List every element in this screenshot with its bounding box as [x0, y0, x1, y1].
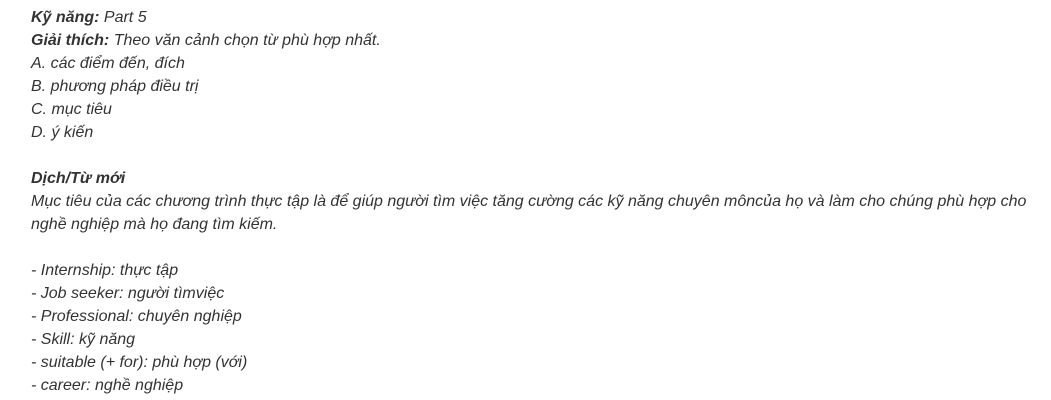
option-c: C. mục tiêu: [31, 101, 112, 118]
spacer: [31, 144, 1039, 167]
vocab-item: - Professional: chuyên nghiệp: [31, 308, 242, 325]
spacer: [31, 236, 1039, 259]
answer-explanation: [31, 6, 1039, 397]
option-d: D. ý kiến: [31, 124, 94, 141]
explanation-label: Giải thích:: [31, 32, 110, 49]
vocab-item: - Job seeker: người tìmviệc: [31, 285, 225, 302]
explanation-line: [31, 29, 1039, 52]
translation-text: Mục tiêu của các chương trình thực tập là để giúp người tìm việc tăng cường các kỹ năng chuyên môncủa họ và làm cho chúng phù hợp cho nghề nghiệp mà họ đang tìm kiếm.: [31, 193, 1027, 233]
vocab-item: - career: nghề nghiệp: [31, 377, 184, 394]
skill-value: Part 5: [103, 9, 147, 26]
vocab-item: - Skill: kỹ năng: [31, 331, 136, 348]
option-b: B. phương pháp điều trị: [31, 78, 199, 95]
vocabulary-list: [31, 259, 1039, 397]
explanation-value: Theo văn cảnh chọn từ phù hợp nhất.: [113, 32, 381, 49]
option-a: A. các điểm đến, đích: [31, 55, 185, 72]
skill-line: [31, 6, 1039, 29]
vocab-item: - Internship: thực tập: [31, 262, 179, 279]
vocab-item: - suitable (+ for): phù hợp (với): [31, 354, 248, 371]
skill-label: Kỹ năng:: [31, 9, 100, 26]
translation-heading: Dịch/Từ mới: [31, 170, 126, 187]
